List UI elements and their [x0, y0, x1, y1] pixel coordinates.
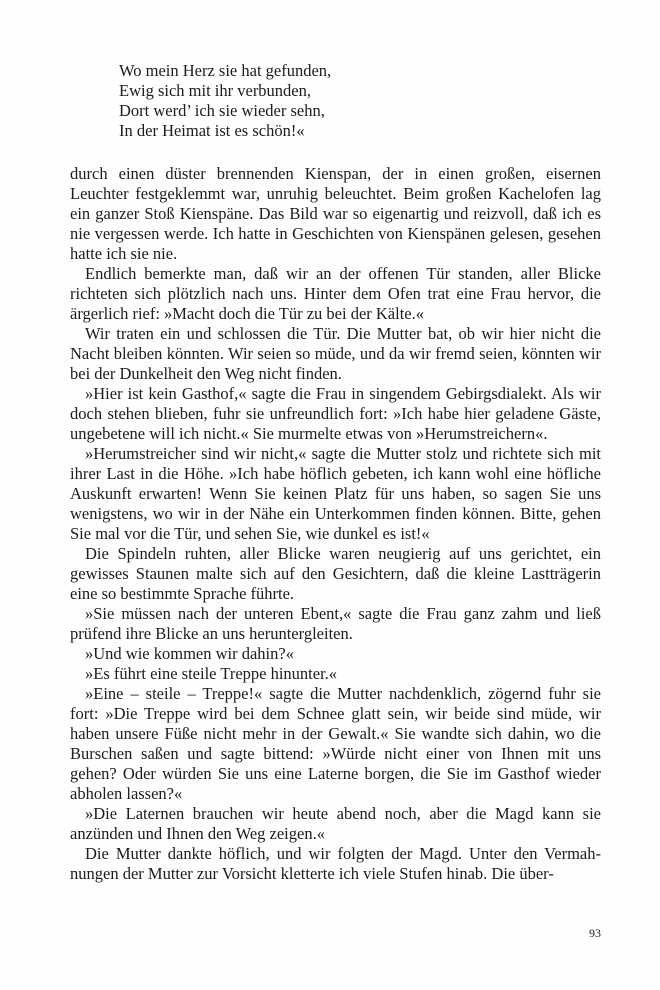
poem-line: In der Heimat ist es schön!« [119, 121, 305, 140]
paragraph: »Herumstreicher sind wir nicht,« sagte die Mutter stolz und richtete sich mit ihrer Last in die Höhe. »Ich habe höflich gebeten, ich kann wohl eine höfliche Auskunft erwarten! Wenn Sie keinen Platz für uns haben, so sagen Sie uns wenigstens, wo wir in der Nähe ein Unterkommen finden können. Bitte, gehen Sie mal vor die Tür, und sehen Sie, wie dunkel es ist!« [70, 444, 601, 543]
poem-line: Wo mein Herz sie hat gefunden, [119, 61, 332, 80]
body-text [70, 164, 601, 884]
paragraph: »Und wie kommen wir dahin?« [85, 644, 294, 663]
poem-stanza [119, 61, 601, 141]
poem-line: Dort werd’ ich sie wieder sehn, [119, 101, 325, 120]
paragraph: Wir traten ein und schlossen die Tür. Die Mutter bat, ob wir hier nicht die Nacht bleiben könnten. Wir seien so müde, und da wir fremd seien, könnten wir bei der Dunkelheit den Weg nicht finden. [70, 324, 601, 383]
paragraph: »Eine – steile – Treppe!« sagte die Mutter nachdenklich, zögernd fuhr sie fort: »Die Treppe wird bei dem Schnee glatt sein, wir beide sind müde, wir haben unsere Füße nicht mehr in der Gewalt.« Sie wandte sich dahin, wo die Burschen saßen und sagte bittend: »Würde nicht einer von Ihnen mit uns gehen? Oder würden Sie uns eine Laterne borgen, die Sie im Gasthof wieder abholen lassen?« [70, 684, 601, 803]
paragraph: »Hier ist kein Gasthof,« sagte die Frau in singendem Gebirgsdialekt. Als wir doch stehen blieben, fuhr sie unfreundlich fort: »Ich habe hier geladene Gäste, ungebetene will ich nicht.« Sie murmelte etwas von »Herumstreichern«. [70, 384, 601, 443]
paragraph: Die Mutter dankte höflich, und wir folgten der Magd. Unter den Vermahnungen der Mutter zur Vorsicht kletterte ich viele Stufen hinab. Die über- [70, 844, 601, 883]
paragraph: Endlich bemerkte man, daß wir an der offenen Tür standen, aller Blicke richteten sich plötzlich nach uns. Hinter dem Ofen trat eine Frau hervor, die ärgerlich rief: »Macht doch die Tür zu bei der Kälte.« [70, 264, 601, 323]
paragraph: durch einen düster brennenden Kienspan, der in einen großen, eisernen Leuchter festgeklemmt war, unruhig beleuchtet. Beim großen Kachelofen lag ein ganzer Stoß Kienspäne. Das Bild war so eigenartig und reizvoll, daß ich es nie vergessen werde. Ich hatte in Geschichten von Kienspänen gelesen, gesehen hatte ich sie nie. [70, 164, 601, 263]
paragraph: »Sie müssen nach der unteren Ebent,« sagte die Frau ganz zahm und ließ prüfend ihre Blicke an uns heruntergleiten. [70, 604, 601, 643]
page-number: 93 [589, 926, 601, 940]
poem-line: Ewig sich mit ihr verbunden, [119, 81, 312, 100]
paragraph: »Es führt eine steile Treppe hinunter.« [85, 664, 338, 683]
paragraph: Die Spindeln ruhten, aller Blicke waren neugierig auf uns gerichtet, ein gewisses Staunen malte sich auf den Gesichtern, daß die kleine Lastträgerin eine so bestimmte Sprache führte. [70, 544, 601, 603]
paragraph: »Die Laternen brauchen wir heute abend noch, aber die Magd kann sie anzünden und Ihnen den Weg zeigen.« [70, 804, 601, 843]
text-block [70, 61, 601, 884]
